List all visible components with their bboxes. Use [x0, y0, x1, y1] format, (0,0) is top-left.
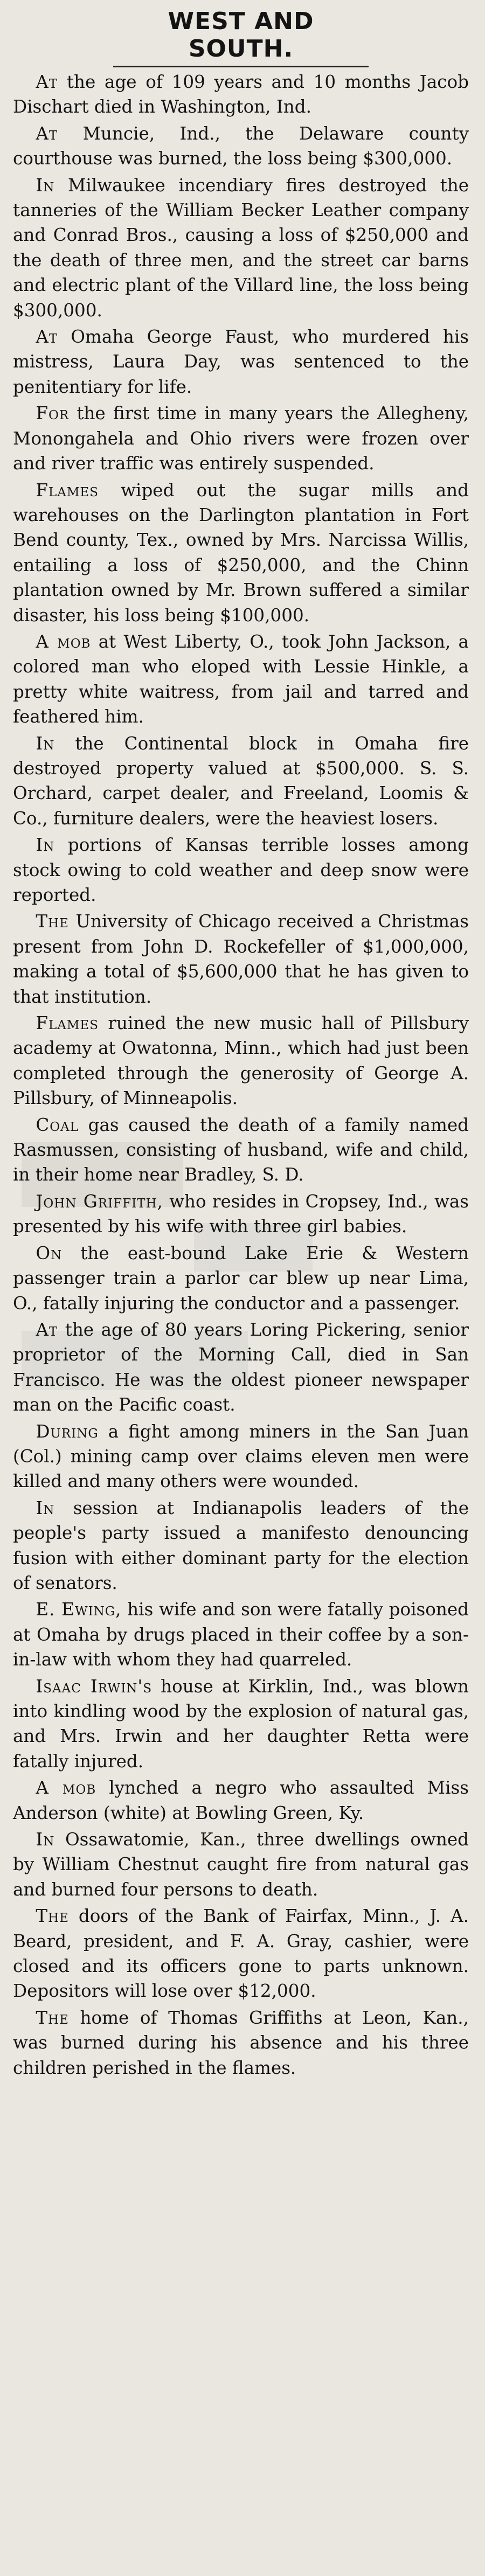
news-item-text: house at Kirklin, Ind., was blown into kindling wood by the explosion of natural gas, and Mrs. Irwin and her daughter Retta were fatally injured. [13, 1676, 469, 1772]
news-item [13, 1189, 469, 1241]
news-item-lead: At [36, 72, 58, 92]
news-item-text: the east-bound Lake Erie & Western passenger train a parlor car blew up near Lima, O., fatally injuring the conductor and a passenger. [13, 1242, 469, 1314]
news-item-text: home of Thomas Griffiths at Leon, Kan., was burned during his absence and his three children perished in the flames. [13, 2007, 469, 2078]
news-item-lead: E. Ewing, [36, 1599, 122, 1620]
news-item-text: Muncie, Ind., the Delaware county courthouse was burned, the loss being $300,000. [13, 123, 469, 169]
news-item-text: Omaha George Faust, who murdered his mistress, Laura Day, was sentenced to the penitentiary for life. [13, 327, 469, 397]
news-item-text: who resides in Cropsey, Ind., was presented by his wife with three girl babies. [13, 1191, 469, 1237]
news-item-lead: At [36, 327, 58, 348]
news-item [13, 478, 469, 629]
news-item-text: lynched a negro who assaulted Miss Anderson (white) at Bowling Green, Ky. [13, 1777, 469, 1823]
news-item-lead: On [36, 1242, 63, 1263]
news-item-text: University of Chicago received a Christmas present from John D. Rockefeller of $1,000,000, making a total of $5,600,000 that he has given to that institution. [13, 911, 469, 1007]
news-item [13, 1904, 469, 2005]
news-item-lead: John Griffith, [36, 1191, 163, 1212]
news-item [13, 70, 469, 121]
news-item-text: doors of the Bank of Fairfax, Minn., J. A. Beard, president, and F. A. Gray, cashier, were closed and its officers gone to parts unknown. Depositors will lose over $12,000. [13, 1906, 469, 2002]
news-item-lead: In [36, 1497, 55, 1518]
news-item-text: the age of 109 years and 10 months Jacob Dischart died in Washington, Ind. [13, 72, 469, 117]
news-item [13, 1674, 469, 1776]
news-item [13, 1241, 469, 1317]
news-item-lead: In [36, 1829, 55, 1850]
news-item [13, 1597, 469, 1674]
news-item [13, 1827, 469, 1904]
news-item-text: Milwaukee incendiary fires destroyed the tanneries of the William Becker Leather company and Conrad Bros., causing a loss of $250,000 and the death of three men, and the street car barns and electric plant of the Villard line, the loss being $300,000. [13, 175, 469, 321]
news-item-lead: At [36, 1319, 58, 1340]
news-item [13, 731, 469, 833]
news-item-lead: In [36, 835, 55, 856]
column-headline: WEST AND SOUTH. [113, 8, 369, 67]
news-item-lead: The [36, 911, 69, 932]
news-item-lead: Coal [36, 1114, 79, 1135]
news-item [13, 1775, 469, 1827]
news-item [13, 1317, 469, 1419]
news-item [13, 1011, 469, 1113]
news-item-text: Ossawatomie, Kan., three dwellings owned by William Chestnut caught fire from natural gas and burned four persons to death. [13, 1829, 469, 1900]
news-item [13, 832, 469, 909]
news-item [13, 2005, 469, 2082]
news-item [13, 324, 469, 401]
news-item [13, 121, 469, 173]
news-item-lead: A mob [36, 1777, 96, 1799]
news-item [13, 909, 469, 1011]
news-item-lead: In [36, 733, 55, 754]
news-items [13, 70, 469, 2082]
news-item-lead: The [36, 1906, 69, 1927]
news-item [13, 1113, 469, 1189]
news-item [13, 173, 469, 324]
news-item-text: wiped out the sugar mills and warehouses on the Darlington plantation in Fort Bend county, Tex., owned by Mrs. Narcissa Willis, entailing a loss of $250,000, and the Chinn plantation owned by Mr. Brown suffered a similar disaster, his loss being $100,000. [13, 480, 469, 626]
news-item-lead: In [36, 175, 55, 196]
news-item-text: the Continental block in Omaha fire destroyed property valued at $500,000. S. S. Orchard, carpet dealer, and Freeland, Loomis & Co., furniture dealers, were the heaviest losers. [13, 733, 469, 829]
news-item-lead: A mob [36, 631, 91, 652]
news-item-text: the age of 80 years Loring Pickering, senior proprietor of the Morning Call, died in San Francisco. He was the oldest pioneer newspaper man on the Pacific coast. [13, 1319, 469, 1415]
news-item-text: at West Liberty, O., took John Jackson, a colored man who eloped with Lessie Hinkle, a pretty white waitress, from jail and tarred and feathered him. [13, 631, 469, 727]
news-item [13, 629, 469, 731]
news-item-lead: At [36, 123, 58, 144]
news-item-text: the first time in many years the Allegheny, Monongahela and Ohio rivers were frozen over and river traffic was entirely suspended. [13, 403, 469, 474]
news-item-lead: Isaac Irwin's [36, 1676, 153, 1697]
news-item-text: a fight among miners in the San Juan (Col.) mining camp over claims eleven men were killed and many others were wounded. [13, 1421, 469, 1492]
news-item-text: portions of Kansas terrible losses among stock owing to cold weather and deep snow were reported. [13, 835, 469, 905]
news-item-lead: During [36, 1421, 99, 1442]
news-item-lead: Flames [36, 480, 99, 501]
news-item [13, 1419, 469, 1496]
news-item-text: session at Indianapolis leaders of the people's party issued a manifesto denouncing fusion with either dominant party for the election of senators. [13, 1497, 469, 1593]
news-item-text: his wife and son were fatally poisoned at Omaha by drugs placed in their coffee by a son-in-law with whom they had quarreled. [13, 1599, 469, 1670]
news-item-lead: Flames [36, 1013, 99, 1034]
news-item-text: gas caused the death of a family named Rasmussen, consisting of husband, wife and child, in their home near Bradley, S. D. [13, 1114, 469, 1185]
news-item-text: ruined the new music hall of Pillsbury academy at Owatonna, Minn., which had just been completed through the generosity of George A. Pillsbury, of Minneapolis. [13, 1013, 469, 1109]
news-item [13, 401, 469, 477]
news-item-lead: The [36, 2007, 69, 2028]
news-item [13, 1496, 469, 1598]
news-item-lead: For [36, 403, 70, 424]
